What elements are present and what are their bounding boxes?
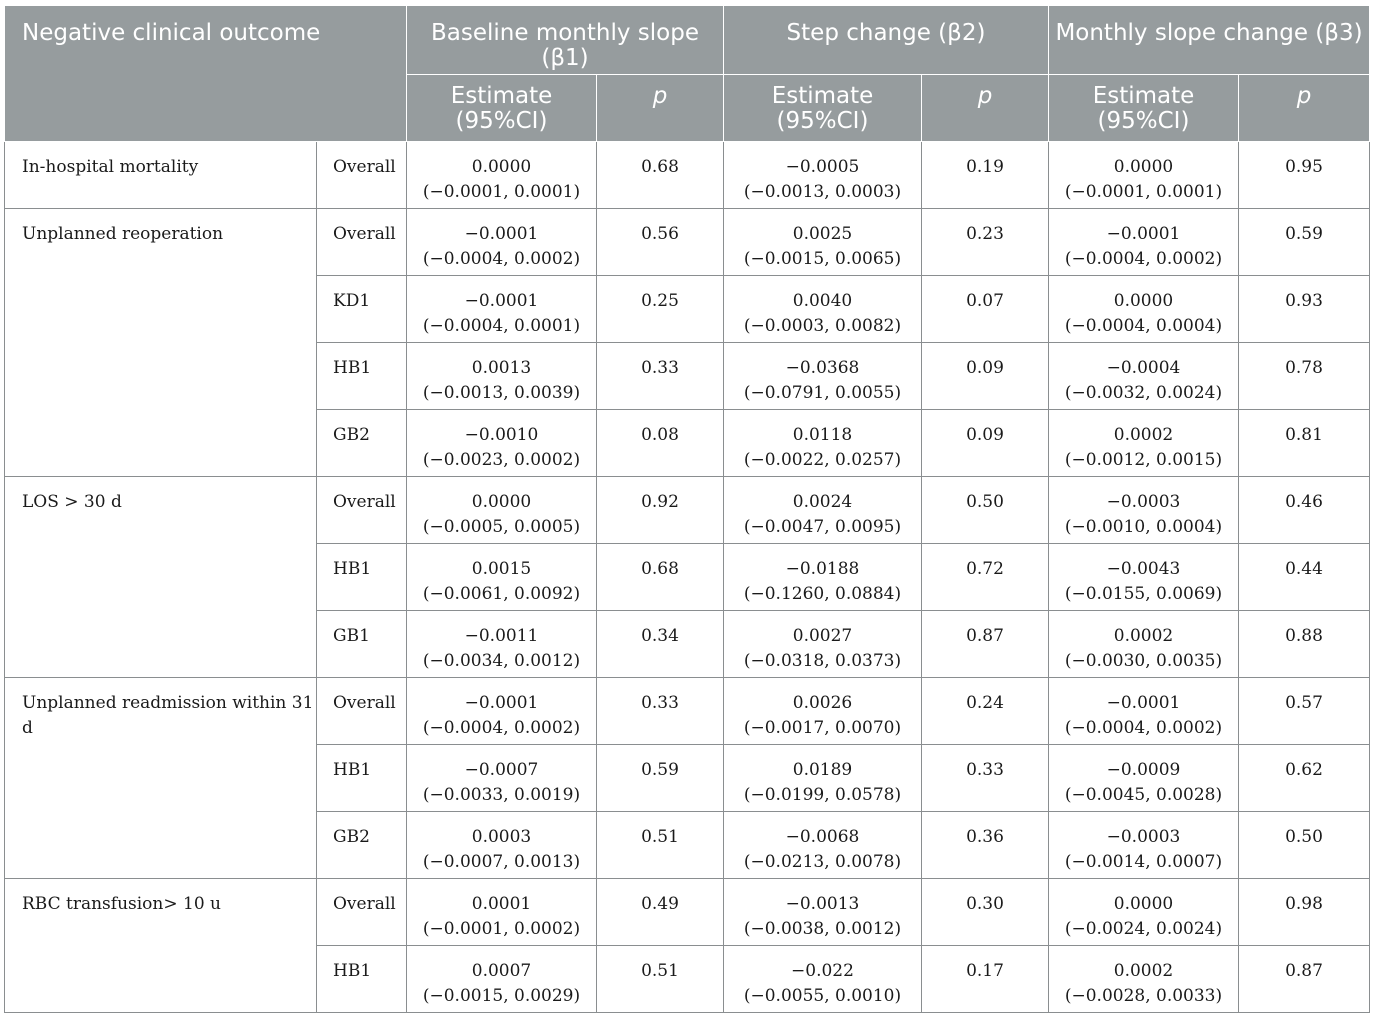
outcome-cell: Unplanned readmission within 31 d [5, 678, 317, 879]
estimate-cell-b2 [724, 544, 922, 611]
p-value-cell-b2: 0.23 [922, 209, 1049, 276]
estimate-value: 0.0003 [471, 827, 532, 847]
header-p: p [922, 75, 1049, 142]
confidence-interval: (−0.0010, 0.0004) [1064, 517, 1223, 537]
estimate-cell-b2 [724, 812, 922, 879]
estimate-value: 0.0013 [471, 358, 532, 378]
estimate-value: −0.0003 [1106, 827, 1181, 847]
p-value-cell-b1: 0.34 [597, 611, 724, 678]
subgroup-cell: GB1 [317, 611, 407, 678]
header-p: p [597, 75, 724, 142]
estimate-cell-b1 [407, 410, 597, 477]
confidence-interval: (−0.0007, 0.0013) [422, 852, 581, 872]
subgroup-cell: Overall [317, 142, 407, 209]
confidence-interval: (−0.0001, 0.0001) [422, 182, 581, 202]
estimate-value: −0.0005 [785, 157, 860, 177]
p-value-cell-b1: 0.56 [597, 209, 724, 276]
estimate-value: 0.0000 [1113, 291, 1174, 311]
p-value-cell-b3: 0.98 [1239, 879, 1370, 946]
confidence-interval: (−0.0013, 0.0003) [743, 182, 902, 202]
p-value-cell-b1: 0.49 [597, 879, 724, 946]
estimate-cell-b1 [407, 477, 597, 544]
estimate-value: −0.0004 [1106, 358, 1181, 378]
confidence-interval: (−0.0015, 0.0065) [743, 249, 902, 269]
header-estimate: Estimate (95%CI) [724, 75, 922, 142]
estimate-value: 0.0000 [1113, 894, 1174, 914]
outcome-cell: Unplanned reoperation [5, 209, 317, 477]
p-value-cell-b3: 0.59 [1239, 209, 1370, 276]
confidence-interval: (−0.0001, 0.0002) [422, 919, 581, 939]
confidence-interval: (−0.0028, 0.0033) [1064, 986, 1223, 1006]
confidence-interval: (−0.0023, 0.0002) [422, 450, 581, 470]
confidence-interval: (−0.0791, 0.0055) [743, 383, 902, 403]
estimate-cell-b2 [724, 879, 922, 946]
subgroup-cell: HB1 [317, 343, 407, 410]
table-row [5, 477, 1370, 544]
estimate-value: 0.0024 [792, 492, 853, 512]
confidence-interval: (−0.0003, 0.0082) [743, 316, 902, 336]
confidence-interval: (−0.0045, 0.0028) [1064, 785, 1223, 805]
confidence-interval: (−0.0024, 0.0024) [1064, 919, 1223, 939]
confidence-interval: (−0.0004, 0.0001) [422, 316, 581, 336]
estimate-cell-b3 [1049, 410, 1239, 477]
estimate-cell-b3 [1049, 343, 1239, 410]
confidence-interval: (−0.0318, 0.0373) [743, 651, 902, 671]
confidence-interval: (−0.1260, 0.0884) [743, 584, 902, 604]
estimate-value: −0.0010 [464, 425, 539, 445]
estimate-value: 0.0000 [471, 492, 532, 512]
estimate-value: −0.0043 [1106, 559, 1181, 579]
estimate-cell-b1 [407, 142, 597, 209]
confidence-interval: (−0.0055, 0.0010) [743, 986, 902, 1006]
p-value-cell-b3: 0.93 [1239, 276, 1370, 343]
estimate-value: 0.0040 [792, 291, 853, 311]
confidence-interval: (−0.0034, 0.0012) [422, 651, 581, 671]
estimate-value: −0.0368 [785, 358, 860, 378]
estimate-cell-b1 [407, 812, 597, 879]
header-outcome: Negative clinical outcome [5, 6, 407, 142]
estimate-cell-b2 [724, 209, 922, 276]
estimate-cell-b1 [407, 946, 597, 1013]
subgroup-cell: HB1 [317, 544, 407, 611]
estimate-cell-b3 [1049, 209, 1239, 276]
estimate-value: −0.0009 [1106, 760, 1181, 780]
confidence-interval: (−0.0013, 0.0039) [422, 383, 581, 403]
confidence-interval: (−0.0030, 0.0035) [1064, 651, 1223, 671]
estimate-cell-b3 [1049, 745, 1239, 812]
confidence-interval: (−0.0038, 0.0012) [743, 919, 902, 939]
header-estimate: Estimate (95%CI) [407, 75, 597, 142]
confidence-interval: (−0.0022, 0.0257) [743, 450, 902, 470]
confidence-interval: (−0.0047, 0.0095) [743, 517, 902, 537]
estimate-value: 0.0002 [1113, 961, 1174, 981]
p-value-cell-b2: 0.30 [922, 879, 1049, 946]
estimate-value: 0.0002 [1113, 626, 1174, 646]
estimate-cell-b3 [1049, 544, 1239, 611]
estimate-value: −0.0188 [785, 559, 860, 579]
p-value-cell-b1: 0.33 [597, 343, 724, 410]
confidence-interval: (−0.0004, 0.0004) [1064, 316, 1223, 336]
estimate-cell-b1 [407, 745, 597, 812]
estimate-value: 0.0000 [471, 157, 532, 177]
p-value-cell-b2: 0.17 [922, 946, 1049, 1013]
estimate-value: −0.0001 [464, 693, 539, 713]
estimate-value: 0.0001 [471, 894, 532, 914]
estimate-value: 0.0007 [471, 961, 532, 981]
estimate-cell-b1 [407, 611, 597, 678]
subgroup-cell: GB2 [317, 812, 407, 879]
estimate-cell-b1 [407, 544, 597, 611]
confidence-interval: (−0.0004, 0.0002) [422, 718, 581, 738]
estimate-cell-b2 [724, 946, 922, 1013]
p-value-cell-b3: 0.78 [1239, 343, 1370, 410]
outcome-cell: LOS > 30 d [5, 477, 317, 678]
confidence-interval: (−0.0015, 0.0029) [422, 986, 581, 1006]
p-value-cell-b3: 0.50 [1239, 812, 1370, 879]
p-value-cell-b3: 0.46 [1239, 477, 1370, 544]
p-value-cell-b1: 0.51 [597, 946, 724, 1013]
header-step-change: Step change (β2) [724, 6, 1049, 75]
header-slope-change: Monthly slope change (β3) [1049, 6, 1370, 75]
estimate-value: −0.0003 [1106, 492, 1181, 512]
confidence-interval: (−0.0032, 0.0024) [1064, 383, 1223, 403]
table-body [5, 142, 1370, 1013]
p-value-cell-b2: 0.19 [922, 142, 1049, 209]
estimate-cell-b2 [724, 745, 922, 812]
p-value-cell-b2: 0.72 [922, 544, 1049, 611]
estimate-value: −0.022 [791, 961, 854, 981]
p-value-cell-b3: 0.44 [1239, 544, 1370, 611]
confidence-interval: (−0.0012, 0.0015) [1064, 450, 1223, 470]
estimate-value: 0.0002 [1113, 425, 1174, 445]
estimate-cell-b2 [724, 343, 922, 410]
p-value-cell-b1: 0.25 [597, 276, 724, 343]
header-p: p [1239, 75, 1370, 142]
estimate-cell-b3 [1049, 477, 1239, 544]
estimate-cell-b1 [407, 879, 597, 946]
p-value-cell-b1: 0.68 [597, 142, 724, 209]
table-row [5, 209, 1370, 276]
p-value-cell-b3: 0.87 [1239, 946, 1370, 1013]
estimate-cell-b3 [1049, 611, 1239, 678]
confidence-interval: (−0.0005, 0.0005) [422, 517, 581, 537]
estimate-cell-b3 [1049, 879, 1239, 946]
confidence-interval: (−0.0004, 0.0002) [422, 249, 581, 269]
estimate-value: 0.0026 [792, 693, 853, 713]
table-row [5, 142, 1370, 209]
outcome-cell: In-hospital mortality [5, 142, 317, 209]
estimate-cell-b3 [1049, 142, 1239, 209]
estimate-cell-b3 [1049, 276, 1239, 343]
confidence-interval: (−0.0004, 0.0002) [1064, 718, 1223, 738]
estimate-value: 0.0025 [792, 224, 853, 244]
confidence-interval: (−0.0061, 0.0092) [422, 584, 581, 604]
confidence-interval: (−0.0033, 0.0019) [422, 785, 581, 805]
estimate-value: −0.0007 [464, 760, 539, 780]
p-value-cell-b3: 0.62 [1239, 745, 1370, 812]
table-row [5, 879, 1370, 946]
p-value-cell-b3: 0.81 [1239, 410, 1370, 477]
p-value-cell-b1: 0.08 [597, 410, 724, 477]
table-row [5, 678, 1370, 745]
estimate-value: −0.0011 [464, 626, 539, 646]
p-value-cell-b1: 0.33 [597, 678, 724, 745]
subgroup-cell: Overall [317, 879, 407, 946]
table-header [5, 6, 1370, 142]
estimate-value: −0.0001 [464, 291, 539, 311]
confidence-interval: (−0.0001, 0.0001) [1064, 182, 1223, 202]
p-value-cell-b2: 0.33 [922, 745, 1049, 812]
estimate-value: 0.0027 [792, 626, 853, 646]
estimate-cell-b2 [724, 611, 922, 678]
estimate-value: −0.0068 [785, 827, 860, 847]
subgroup-cell: KD1 [317, 276, 407, 343]
estimate-cell-b1 [407, 209, 597, 276]
estimate-cell-b2 [724, 410, 922, 477]
p-value-cell-b2: 0.07 [922, 276, 1049, 343]
confidence-interval: (−0.0199, 0.0578) [743, 785, 902, 805]
estimate-value: 0.0189 [792, 760, 853, 780]
p-value-cell-b2: 0.24 [922, 678, 1049, 745]
estimate-value: −0.0001 [1106, 693, 1181, 713]
subgroup-cell: Overall [317, 209, 407, 276]
p-value-cell-b1: 0.51 [597, 812, 724, 879]
p-value-cell-b2: 0.09 [922, 343, 1049, 410]
confidence-interval: (−0.0014, 0.0007) [1064, 852, 1223, 872]
outcome-cell: RBC transfusion> 10 u [5, 879, 317, 1013]
estimate-value: 0.0000 [1113, 157, 1174, 177]
estimate-value: −0.0013 [785, 894, 860, 914]
p-value-cell-b1: 0.68 [597, 544, 724, 611]
p-value-cell-b2: 0.87 [922, 611, 1049, 678]
estimate-value: 0.0118 [792, 425, 853, 445]
estimate-value: 0.0015 [471, 559, 532, 579]
estimate-value: −0.0001 [464, 224, 539, 244]
estimate-cell-b3 [1049, 678, 1239, 745]
subgroup-cell: Overall [317, 678, 407, 745]
confidence-interval: (−0.0213, 0.0078) [743, 852, 902, 872]
subgroup-cell: GB2 [317, 410, 407, 477]
header-baseline-slope: Baseline monthly slope (β1) [407, 6, 724, 75]
p-value-cell-b1: 0.92 [597, 477, 724, 544]
estimate-cell-b1 [407, 678, 597, 745]
p-value-cell-b2: 0.36 [922, 812, 1049, 879]
estimate-cell-b1 [407, 276, 597, 343]
estimate-cell-b2 [724, 678, 922, 745]
confidence-interval: (−0.0155, 0.0069) [1064, 584, 1223, 604]
p-value-cell-b2: 0.50 [922, 477, 1049, 544]
estimate-cell-b2 [724, 142, 922, 209]
confidence-interval: (−0.0017, 0.0070) [743, 718, 902, 738]
estimate-cell-b3 [1049, 812, 1239, 879]
estimate-cell-b1 [407, 343, 597, 410]
results-table [4, 5, 1370, 1013]
p-value-cell-b3: 0.95 [1239, 142, 1370, 209]
p-value-cell-b1: 0.59 [597, 745, 724, 812]
confidence-interval: (−0.0004, 0.0002) [1064, 249, 1223, 269]
header-estimate: Estimate (95%CI) [1049, 75, 1239, 142]
subgroup-cell: Overall [317, 477, 407, 544]
subgroup-cell: HB1 [317, 745, 407, 812]
p-value-cell-b2: 0.09 [922, 410, 1049, 477]
subgroup-cell: HB1 [317, 946, 407, 1013]
estimate-cell-b2 [724, 276, 922, 343]
estimate-cell-b2 [724, 477, 922, 544]
p-value-cell-b3: 0.57 [1239, 678, 1370, 745]
estimate-value: −0.0001 [1106, 224, 1181, 244]
p-value-cell-b3: 0.88 [1239, 611, 1370, 678]
estimate-cell-b3 [1049, 946, 1239, 1013]
